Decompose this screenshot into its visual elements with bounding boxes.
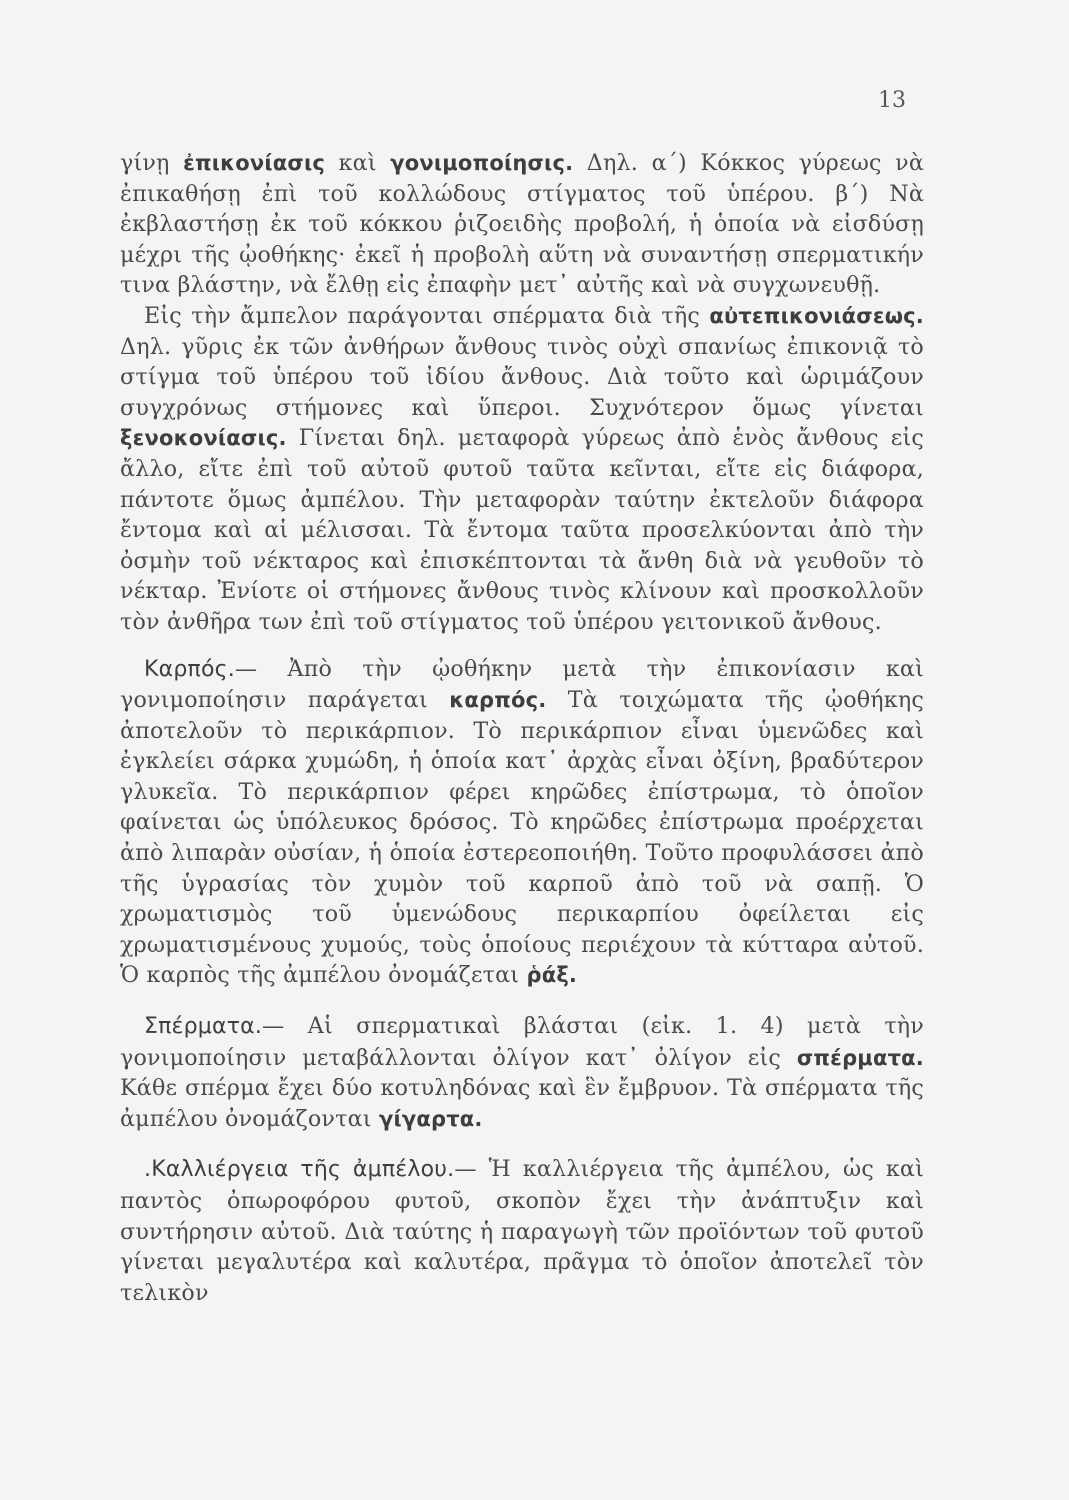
paragraph-fruit — [120, 654, 924, 992]
text: Κάθε σπέρμα ἔχει δύο κοτυληδόνας καὶ ἓν ἔμβρυον. Τὰ σπέρματα τῆς ἀμπέλου ὀνομάζονται — [120, 1075, 924, 1132]
text: γίνῃ — [120, 150, 184, 176]
text: Τὰ τοιχώματα τῆς ᾠοθήκης ἀποτελοῦν τὸ περικάρπιον. Τὸ περικάρπιον εἶναι ὑμενῶδες καὶ ἐγκλείει σάρκα χυμώδη, ἡ ὁποία κατ᾽ ἀρχὰς εἶναι ὀξίνη, βραδύτερον γλυκεῖα. Τὸ περικάρπιον φέρει κηρῶδες ἐπίστρωμα, τὸ ὁποῖον φαίνεται ὡς ὑπόλευκος δρόσος. Τὸ κηρῶδες ἐπίστρωμα προέρχεται ἀπὸ λιπαρὰν οὐσίαν, ἡ ὁποία ἐστερεοποιήθη. Τοῦτο προφυλάσσει ἀπὸ τῆς ὑγρασίας τὸν χυμὸν τοῦ καρποῦ ἀπὸ τοῦ νὰ σαπῇ. Ὁ χρωματισμὸς τοῦ ὑμενώδους περικαρπίου ὀφείλεται εἰς χρωματισμένους χυμούς, τοὺς ὁποίους περιέχουν τὰ κύτταρα αὐτοῦ. Ὁ καρπὸς τῆς ἀμπέλου ὀνομάζεται — [120, 687, 924, 989]
bold-term: αὐτεπικονιάσεως. — [709, 303, 924, 328]
bold-term: γίγαρτα. — [378, 1106, 483, 1131]
bold-term: ξενοκονίασις. — [120, 426, 287, 451]
bold-term: γονιμοποίησις. — [390, 151, 574, 175]
paragraph-self-pollination — [120, 301, 924, 638]
paragraph-seeds — [120, 1011, 924, 1134]
text: Γίνεται δηλ. μεταφορὰ γύρεως ἀπὸ ἑνὸς ἄνθους εἰς ἄλλο, εἴτε ἐπὶ τοῦ αὐτοῦ φυτοῦ ταῦτα κεῖνται, εἴτε εἰς διάφορα, πάντοτε ὅμως ἀμπέλου. Τὴν μεταφορὰν ταύτην ἐκτελοῦν διάφορα ἔντομα καὶ αἱ μέλισσαι. Τὰ ἔντομα ταῦτα προσελκύονται ἀπὸ τὴν ὀσμὴν τοῦ νέκταρος καὶ ἐπισκέπτονται τὰ ἄνθη διὰ νὰ γευθοῦν τὸ νέκταρ. Ἐνίοτε οἱ στήμονες ἄνθους τινὸς κλίνουν καὶ προσκολλοῦν τὸν ἀνθῆρα των ἐπὶ τοῦ στίγματος τοῦ ὑπέρου γειτονικοῦ ἄνθους. — [120, 425, 924, 635]
page-number: 13 — [878, 88, 906, 113]
text: — Ἀπὸ τὴν ᾠοθήκην μετὰ τὴν ἐπικονίασιν καὶ γονιμοποίησιν παράγεται — [120, 655, 924, 714]
text: — Αἱ σπερματικαὶ βλάσται (εἰκ. 1. 4) μετὰ τὴν γονιμοποίησιν μεταβάλλονται ὀλίγον κατ᾽ ὀλίγον εἰς — [120, 1013, 924, 1071]
text: Δηλ. α΄) Κόκκος γύρεως νὰ ἐπικαθήσῃ ἐπὶ τοῦ κολλώδους στίγματος τοῦ ὑπέρου. β΄) Νὰ ἐκβλαστήσῃ ἐκ τοῦ κόκκου ῥιζοειδὴς προβολή, ἡ ὁποία νὰ εἰσδύσῃ μέχρι τῆς ᾠοθήκης· ἐκεῖ ἡ προβολὴ αὕτη νὰ συναντήσῃ σπερματικήν τινα βλάστην, νὰ ἔλθῃ εἰς ἐπαφὴν μετ᾽ αὐτῆς καὶ νὰ συγχωνευθῇ. — [120, 150, 925, 299]
bold-term: ῥάξ. — [526, 963, 578, 988]
text: Δηλ. γῦρις ἐκ τῶν ἀνθήρων ἄνθους τινὸς οὐχὶ σπανίως ἐπικονιᾷ τὸ στίγμα τοῦ ὑπέρου τοῦ ἰδίου ἄνθους. Διὰ τοῦτο καὶ ὡριμάζουν συγχρόνως στήμονες καὶ ὕπεροι. Συχνότερον ὅμως γίνεται — [120, 333, 924, 421]
bold-term: ἐπικονίασις — [183, 151, 326, 175]
section-heading-fruit: Καρπός. — [144, 656, 235, 682]
page-body — [120, 148, 924, 1308]
paragraph-cultivation — [120, 1154, 924, 1308]
text: Εἰς τὴν ἄμπελον παράγονται σπέρματα διὰ τῆς — [144, 302, 710, 329]
bold-term: καρπός. — [449, 688, 547, 713]
bold-term: σπέρματα. — [796, 1045, 924, 1070]
paragraph-pollination — [120, 148, 924, 301]
text: καὶ — [325, 150, 391, 176]
section-heading-cultivation: .Καλλιέργεια τῆς ἀμπέλου. — [144, 1157, 455, 1183]
section-heading-seeds: Σπέρματα. — [144, 1014, 263, 1040]
text: — Ἡ καλλιέργεια τῆς ἀμπέλου, ὡς καὶ παντὸς ὀπωροφόρου φυτοῦ, σκοπὸν ἔχει τὴν ἀνάπτυξιν καὶ συντήρησιν αὐτοῦ. Διὰ ταύτης ἡ παραγωγὴ τῶν προϊόντων τοῦ φυτοῦ γίνεται μεγαλυτέρα καὶ καλυτέρα, πρᾶγμα τὸ ὁποῖον ἀποτελεῖ τὸν τελικὸν — [120, 1156, 925, 1306]
